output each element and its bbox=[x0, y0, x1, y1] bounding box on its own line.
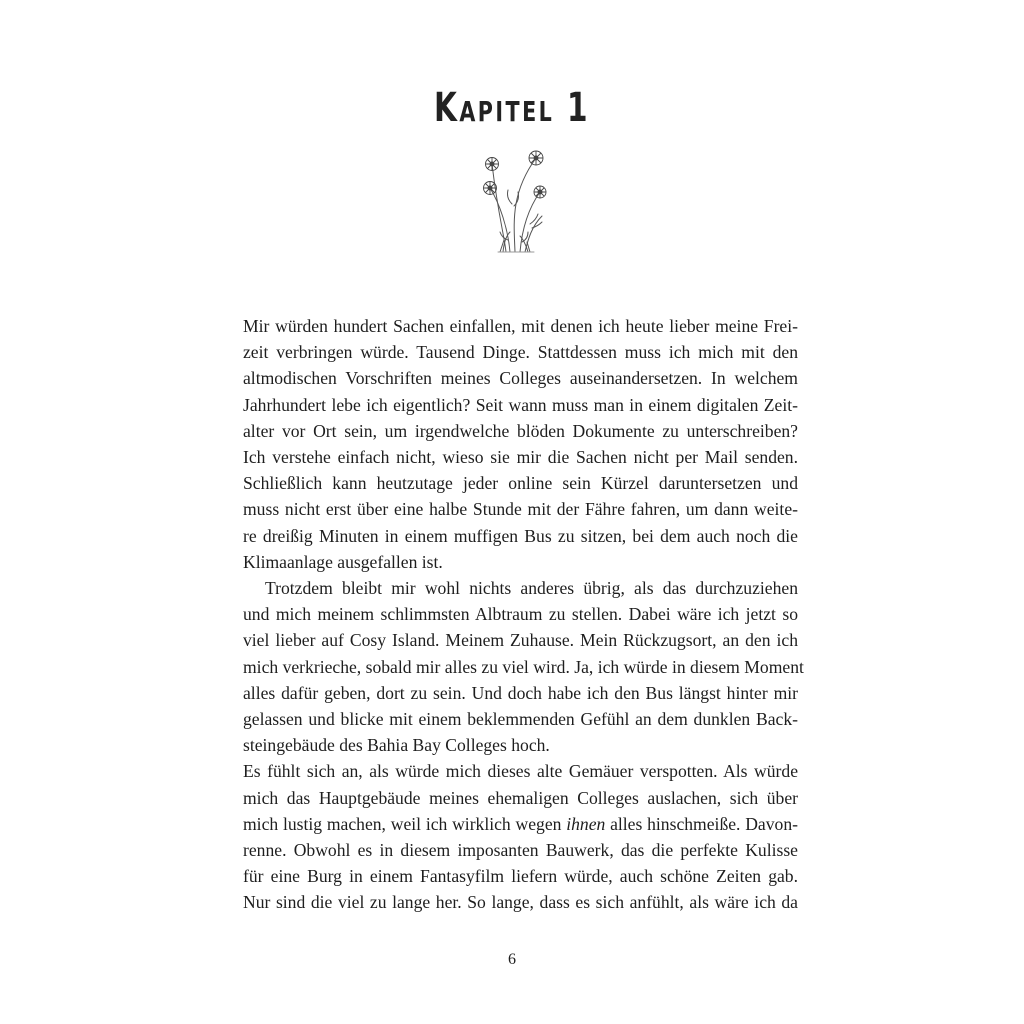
text-line: alles dafür geben, dort zu sein. Und doch habe ich den Bus längst hinter mir bbox=[243, 682, 798, 703]
text-line: mich das Hauptgebäude meines ehemaligen Colleges auslachen, sich über bbox=[243, 787, 798, 808]
text-line: viel lieber auf Cosy Island. Meinem Zuhause. Mein Rückzugsort, an den ich bbox=[243, 630, 798, 651]
body-text bbox=[243, 313, 804, 916]
text-line: Es fühlt sich an, als würde mich dieses alte Gemäuer verspotten. Als würde bbox=[243, 761, 798, 782]
text-line: Klimaanlage ausgefallen ist. bbox=[243, 551, 443, 572]
text-line: steingebäude des Bahia Bay Colleges hoch. bbox=[243, 735, 550, 756]
paragraph-3 bbox=[243, 758, 798, 915]
text-segment: mich lustig machen, weil ich wirklich wegen bbox=[243, 813, 567, 834]
text-line: renne. Obwohl es in diesem imposanten Bauwerk, das die perfekte Kulisse bbox=[243, 840, 798, 861]
flower-bouquet-icon bbox=[470, 144, 560, 256]
text-line: Ich verstehe einfach nicht, wieso sie mir die Sachen nicht per Mail senden. bbox=[243, 447, 798, 468]
text-segment: alles hinschmeiße. Davon- bbox=[605, 813, 798, 834]
text-line: Trotzdem bleibt mir wohl nichts anderes übrig, als das durchzuziehen bbox=[265, 578, 798, 599]
paragraph-1 bbox=[243, 313, 798, 575]
text-line: altmodischen Vorschriften meines Colleges auseinandersetzen. In welchem bbox=[243, 368, 798, 389]
text-line: Mir würden hundert Sachen einfallen, mit denen ich heute lieber meine Frei- bbox=[243, 316, 798, 336]
text-line: Schließlich kann heutzutage jeder online sein Kürzel daruntersetzen und bbox=[243, 473, 798, 494]
text-line: Jahrhundert lebe ich eigentlich? Seit wann muss man in einem digitalen Zeit- bbox=[243, 394, 798, 415]
text-line: gelassen und blicke mit einem beklemmenden Gefühl an dem dunklen Back- bbox=[243, 709, 798, 730]
text-line: muss nicht erst über eine halbe Stunde mit der Fähre fahren, um dann weite- bbox=[243, 499, 798, 520]
text-line-with-emphasis bbox=[243, 811, 798, 837]
text-line: zeit verbringen würde. Tausend Dinge. Stattdessen muss ich mich mit den bbox=[243, 342, 798, 363]
text-line: für eine Burg in einem Fantasyfilm liefern würde, auch schöne Zeiten gab. bbox=[243, 866, 798, 887]
page-number: 6 bbox=[508, 951, 516, 968]
chapter-title: Kapitel 1 bbox=[434, 84, 590, 131]
text-line: alter vor Ort sein, um irgendwelche blöden Dokumente zu unterschreiben? bbox=[243, 420, 798, 441]
text-line: Nur sind die viel zu lange her. So lange, dass es sich anfühlt, als wäre ich da bbox=[243, 892, 798, 913]
paragraph-2 bbox=[243, 575, 804, 758]
text-line: re dreißig Minuten in einem muffigen Bus zu sitzen, bei dem auch noch die bbox=[243, 525, 798, 546]
text-line: und mich meinem schlimmsten Albtraum zu stellen. Dabei wäre ich jetzt so bbox=[243, 604, 798, 625]
emphasis-word: ihnen bbox=[566, 813, 606, 834]
text-line: mich verkrieche, sobald mir alles zu viel wird. Ja, ich würde in diesem Moment bbox=[243, 656, 804, 677]
